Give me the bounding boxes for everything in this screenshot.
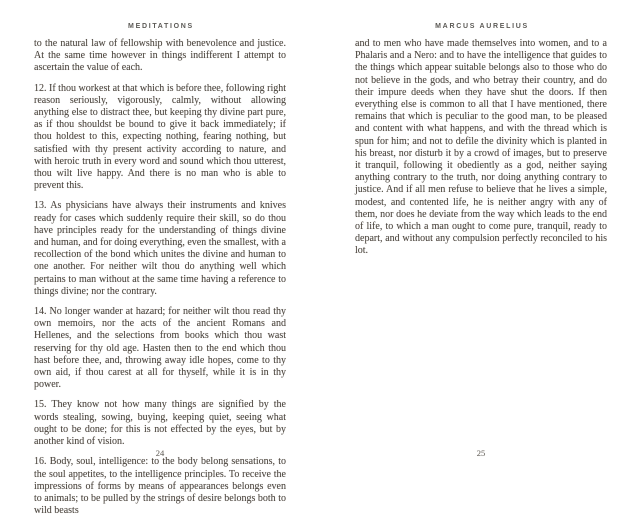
paragraph: 15. They know not how many things are signified by the words stealing, sowing, buying, keeping quiet, seeing what ought to be done; for this is not effected by the eyes, but by another kind of vision.	[34, 399, 286, 448]
page-right	[355, 0, 607, 471]
page-left	[34, 0, 286, 517]
page-right-body	[355, 38, 607, 258]
paragraph: 16. Body, soul, intelligence: to the body belong sensations, to the soul appetites, to the intelligence principles. To receive the impressions of forms by means of appearances belongs even to animals; to be pulled by the strings of desire belongs both to wild beasts	[34, 456, 286, 517]
page-number-left: 24	[155, 448, 165, 458]
page-number-right: 25	[476, 448, 486, 458]
paragraph: and to men who have made themselves into women, and to a Phalaris and a Nero: and to have the intelligence that guides to the things which appear suitable belongs also to those who do not believe in the gods, and who betray their country, and do their impure deeds when they have shut the doors. If then everything else is common to all that I have mentioned, there remains that which is peculiar to the good man, to be pleased and content with what happens, and with the thread which is spun for him; and not to defile the divinity which is planted in his breast, nor disturb it by a crowd of images, but to preserve it tranquil, following it obediently as a god, neither saying anything contrary to the truth, nor doing anything contrary to justice. And if all men refuse to believe that he lives a simple, modest, and contented life, he is neither angry with any of them, nor does he deviate from the way which leads to the end of life, to which a man ought to come pure, tranquil, ready to depart, and without any compulsion perfectly reconciled to his lot.	[355, 38, 607, 257]
paragraph: 13. As physicians have always their instruments and knives ready for cases which suddenly require their skill, so do thou have principles ready for the understanding of things divine and human, and for doing everything, even the smallest, with a recollection of the bond which unites the divine and human to one another. For neither wilt thou do anything well which pertains to man without at the same time having a reference to things divine; nor the contrary.	[34, 200, 286, 297]
paragraph: 12. If thou workest at that which is before thee, following right reason seriously, vigorously, calmly, without allowing anything else to distract thee, but keeping thy divine part pure, as if thou shouldst be bound to give it back immediately; if thou holdest to this, expecting nothing, fearing nothing, but satisfied with thy present activity according to nature, and with heroic truth in every word and sound which thou utterest, thou wilt live happy. And there is no man who is able to prevent this.	[34, 82, 286, 192]
page-left-body	[34, 38, 286, 517]
running-head-author: MARCUS AURELIUS	[435, 23, 529, 30]
paragraph: 14. No longer wander at hazard; for neither wilt thou read thy own memoirs, nor the acts of the ancient Romans and Hellenes, and the selections from books which thou wast reserving for thy old age. Hasten then to the end which thou hast before thee, and, throwing away idle hopes, come to thy own aid, if thou carest at all for thyself, while it is in thy power.	[34, 306, 286, 391]
running-head-book-title: MEDITATIONS	[128, 23, 194, 30]
paragraph: to the natural law of fellowship with benevolence and justice. At the same time however in things indifferent I attempt to ascertain the value of each.	[34, 38, 286, 74]
